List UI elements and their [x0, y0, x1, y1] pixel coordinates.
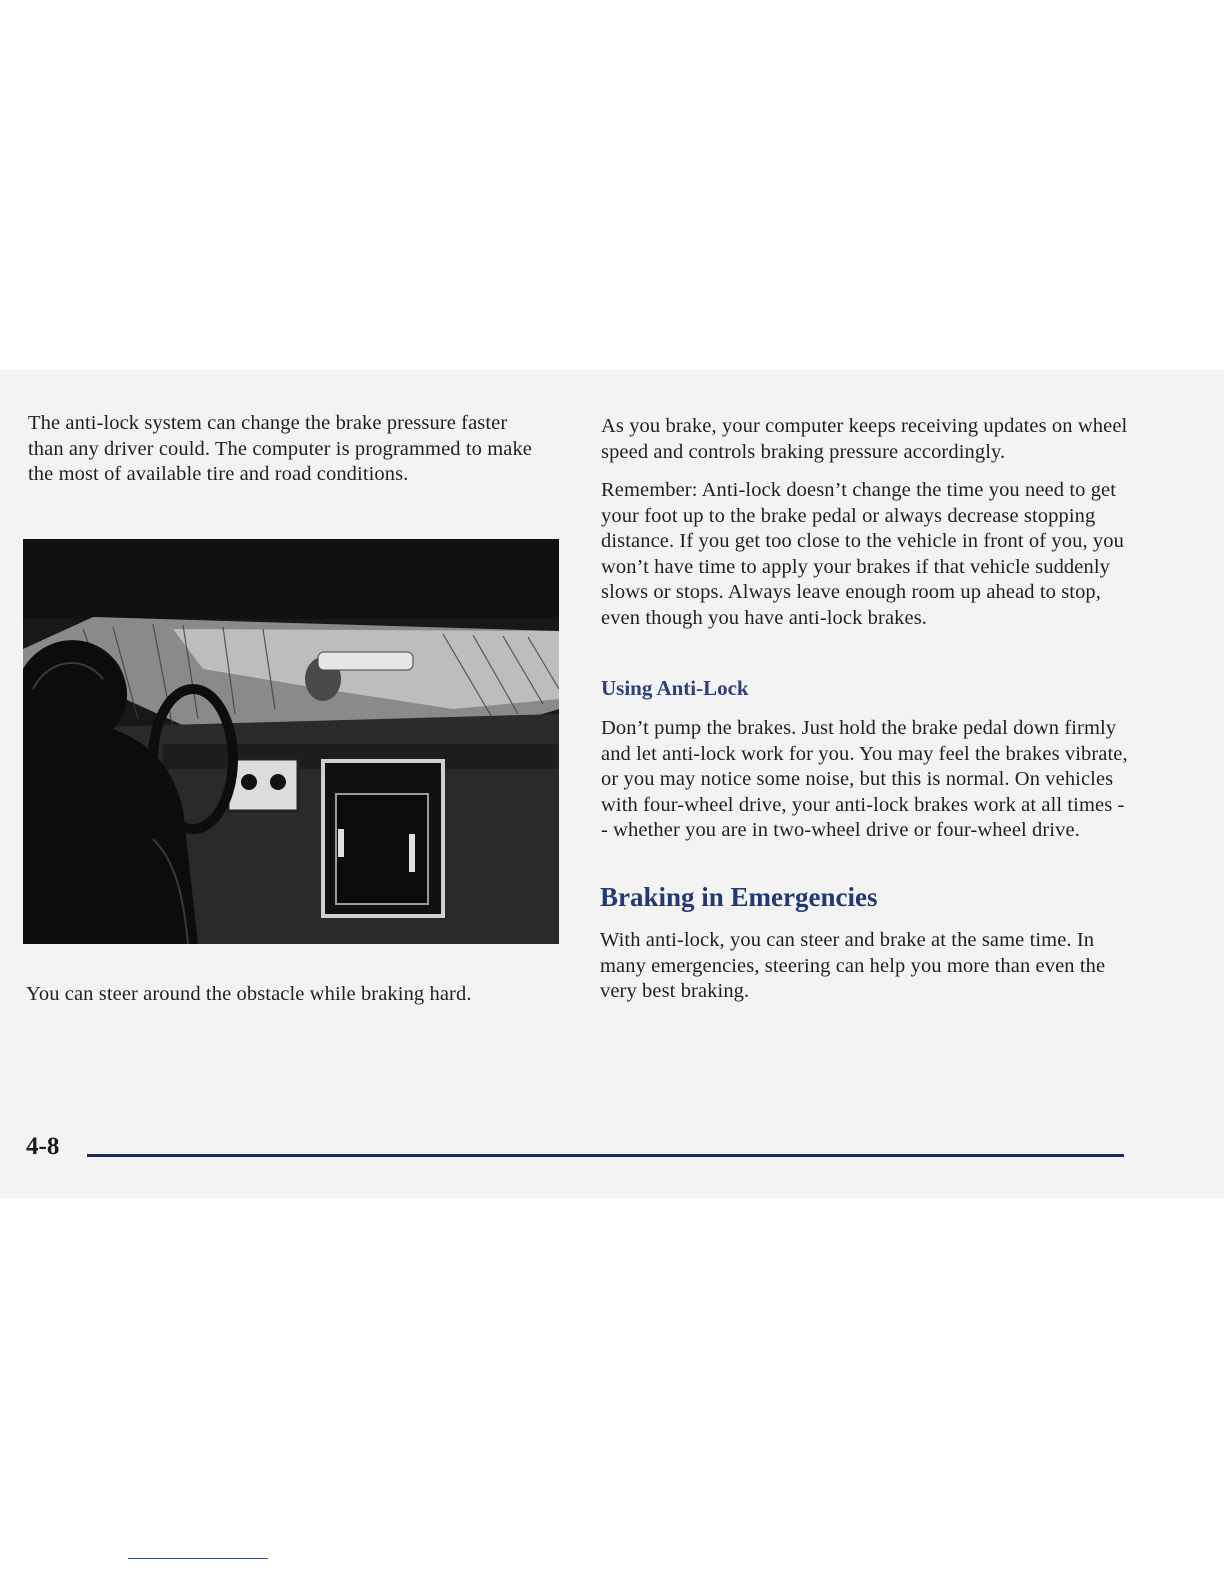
- remember-paragraph: Remember: Anti-lock doesn’t change the time you need to get your foot up to the brake pedal or always decrease stopping distance. If you get too close to the vehicle in front of you, you won’t have time to apply your brakes if that vehicle suddenly slows or stops. Always leave enough room up ahead to stop, even though you have anti-lock brakes.: [601, 479, 1124, 629]
- figure-caption: You can steer around the obstacle while braking hard.: [26, 983, 472, 1005]
- bottom-link-underline: [128, 1558, 268, 1559]
- intro-paragraph: The anti-lock system can change the brake pressure faster than any driver could. The computer is programmed to make the most of available tire and road conditions.: [28, 412, 533, 485]
- driver-braking-illustration: [23, 539, 559, 944]
- braking-in-emergencies-heading: Braking in Emergencies: [600, 882, 878, 912]
- page-number: 4-8: [26, 1133, 60, 1160]
- using-anti-lock-paragraph: Don’t pump the brakes. Just hold the brake pedal down firmly and let anti-lock work for you. You may feel the brakes vibrate, or you may notice some noise, but this is normal. On vehicles with four-wheel drive, your anti-lock brakes work at all times -- whether you are in two-wheel drive or four-wheel drive.: [601, 717, 1128, 841]
- footer-rule: [87, 1154, 1124, 1157]
- emergencies-paragraph: With anti-lock, you can steer and brake at the same time. In many emergencies, steering can help you more than even the very best braking.: [600, 929, 1106, 1002]
- computer-updates-paragraph: As you brake, your computer keeps receiving updates on wheel speed and controls braking pressure accordingly.: [601, 415, 1128, 463]
- using-anti-lock-subheading: Using Anti-Lock: [601, 676, 749, 700]
